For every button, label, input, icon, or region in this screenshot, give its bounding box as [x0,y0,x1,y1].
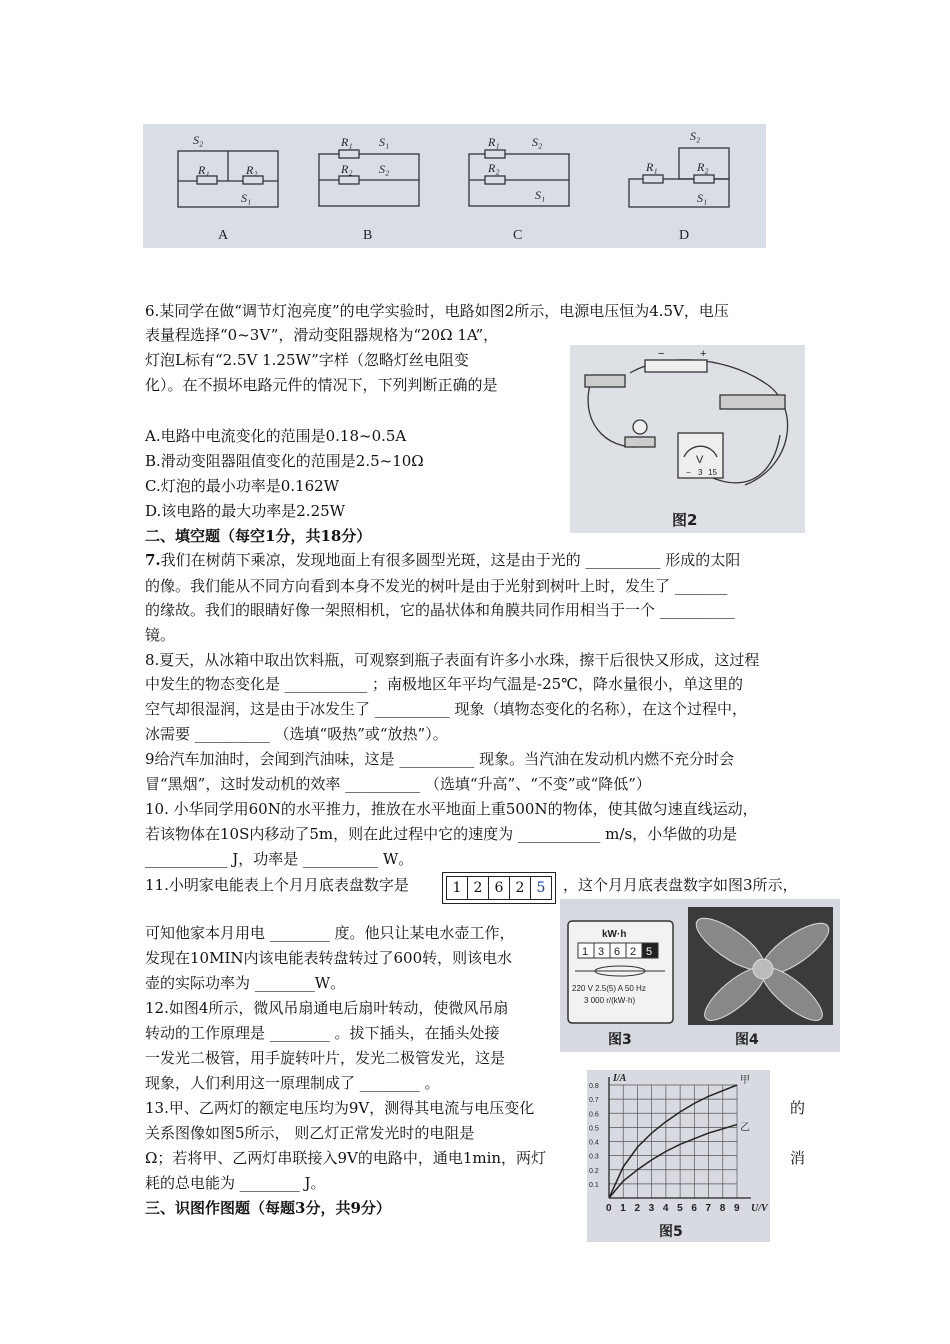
q6-option-a: A.电路中电流变化的范围是0.18~0.5A [145,427,407,445]
x-tick-label: 6 [691,1203,697,1214]
q6-line3: 灯泡L标有“2.5V 1.25W”字样（忽略灯丝电阻变 [145,351,469,369]
q13-line1-right: 的 [790,1099,806,1117]
q13-line3: Ω；若将甲、乙两灯串联接入9V的电路中，通电1min，两灯 [145,1149,547,1167]
q7-line3: 的缘故。我们的眼睛好像一架照相机，它的晶状体和角膜共同作用相当于一个 __________ [145,601,735,619]
label-s1-c: S₁ [535,188,546,202]
x-tick-label: 4 [662,1203,669,1214]
section3-heading: 三、识图作图题（每题3分，共9分） [145,1199,391,1217]
meter-digit: 2 [468,877,489,899]
label-s2-c: S₂ [532,135,543,149]
fig3-digit: 6 [614,946,621,958]
y-tick-label: 0.7 [589,1097,599,1105]
q6-option-d: D.该电路的最大功率是2.25W [145,502,346,520]
meter-digit: 5 [536,880,546,896]
x-axis-label: U/V [751,1203,768,1214]
fig5-caption: 图5 [659,1224,683,1240]
fig3-unit: kW·h [602,929,627,940]
y-tick-label: 0.3 [589,1153,599,1161]
section2-heading: 二、填空题（每空1分，共18分） [145,527,372,545]
q12-line3: 一发光二极管，用手旋转叶片，发光二极管发光，这是 [145,1049,506,1067]
y-tick-label: 0.2 [589,1167,599,1175]
option-c-label: C [513,228,523,243]
label-r2-d: R₂ [697,160,709,174]
label-r1-a: R₁ [198,163,210,177]
y-axis-label: I/A [613,1073,627,1084]
fig2-caption: 图2 [672,511,698,529]
q7-line4: 镜。 [145,626,176,644]
x-tick-label: 2 [634,1203,641,1214]
meter-digit: 1 [447,877,468,899]
fig2-terminal-15: 15 [708,468,717,477]
q11-line4: 壶的实际功率为 ________W。 [145,974,346,992]
label-s2-b: S₂ [379,162,390,176]
chart-svg [587,1070,770,1242]
option-d-label: D [679,228,690,243]
circuit-options-figure [143,124,766,248]
label-r1-c: R₁ [488,135,500,149]
q11-meter-reading-box [442,872,556,904]
x-tick-label: 0 [606,1203,612,1214]
q8-line2: 中发生的物态变化是 ___________ ；南极地区年平均气温是-25℃，降水量很小，单这里的 [145,675,743,693]
q13-line1: 13.甲、乙两灯的额定电压均为9V，测得其电流与电压变化 [145,1099,535,1117]
q7-line1-text: 我们在树荫下乘凉，发现地面上有很多圆型光斑，这是由于光的 __________ 形成的太阳 [160,551,741,569]
label-s1-b: S₁ [379,135,390,149]
fig2-voltmeter-v: V [696,454,704,466]
y-tick-label: 0.1 [589,1181,599,1189]
q6-line4: 化）。在不损坏电路元件的情况下，下列判断正确的是 [145,376,498,394]
meter-digit: 2 [510,877,531,899]
figure-3-4 [560,899,840,1052]
q6-option-b: B.滑动变阻器阻值变化的范围是2.5~10Ω [145,452,424,470]
q10-line2: 若该物体在10S内移动了5m，则在此过程中它的速度为 ___________ m/s，小华做的功是 [145,825,738,843]
q12-line4: 现象，人们利用这一原理制成了 ________ 。 [145,1074,440,1092]
label-r2-c: R₂ [488,161,500,175]
q10-line3: ___________ J，功率是 __________ W。 [145,850,414,868]
fig3-digit: 5 [646,946,653,958]
label-s1-d: S₁ [697,191,708,205]
y-tick-label: 0.5 [589,1125,599,1133]
fig3-digit: 1 [582,946,589,958]
y-tick-label: 0.6 [589,1111,599,1119]
figure-5-chart [587,1070,770,1242]
q9-line1: 9给汽车加油时，会闻到汽油味，这是 __________ 现象。当汽油在发动机内燃不充分时会 [145,750,735,768]
fig3-digit: 2 [630,946,637,958]
y-tick-label: 0.4 [589,1139,599,1147]
option-b-label: B [363,228,373,243]
meter-digit: 6 [489,877,510,899]
fig3-caption: 图3 [608,1032,632,1048]
x-tick-label: 3 [648,1203,655,1214]
fig2-plus: + [700,348,707,360]
fig3-rev: 3 000 r/(kW·h) [584,996,636,1005]
q9-line2: 冒“黑烟”，这时发动机的效率 __________ （选填“升高”、“不变”或“降低”） [145,775,651,793]
label-r2-b: R₂ [341,162,353,176]
x-tick-label: 8 [719,1203,726,1214]
option-a-label: A [218,228,229,243]
label-s1-a: S₁ [241,191,252,205]
q13-line3-right: 消 [790,1149,806,1167]
fig2-minus: − [658,348,665,360]
fig3-spec: 220 V 2.5(5) A 50 Hz [572,984,646,993]
q6-line1: 6.某同学在做“调节灯泡亮度”的电学实验时，电路如图2所示，电源电压恒为4.5V，电压 [145,302,729,320]
series-label-yi: 乙 [740,1122,750,1134]
q11-line1b: ，这个月月底表盘数字如图3所示， [563,876,798,894]
q12-line1: 12.如图4所示，微风吊扇通电后扇叶转动，使微风吊扇 [145,999,509,1017]
fig4-caption: 图4 [735,1032,759,1048]
fig3-digit: 3 [598,946,605,958]
q11-line1a: 11.小明家电能表上个月月底表盘数字是 [145,876,409,894]
q8-line4: 冰需要 __________ （选填“吸热”或“放热”）。 [145,725,448,743]
label-r2-a: R₂ [246,163,258,177]
q8-line1: 8.夏天，从冰箱中取出饮料瓶，可观察到瓶子表面有许多小水珠，擦干后很快又形成，这过程 [145,651,760,669]
series-label-jia: 甲 [740,1075,750,1086]
fig2-terminal-3: 3 [698,468,703,477]
q11-line2: 可知他家本月用电 ________ 度。他只让某电水壶工作， [145,924,515,942]
figure-2-circuit-photo [570,345,805,533]
q7-line1 [145,548,740,572]
q6-line2: 表量程选择“0~3V”，滑动变阻器规格为“20Ω 1A”， [145,326,499,344]
y-tick-label: 0.8 [589,1083,599,1090]
q6-option-c: C.灯泡的最小功率是0.162W [145,477,340,495]
label-r1-d: R₁ [646,160,658,174]
q13-line2: 关系图像如图5所示， 则乙灯正常发光时的电阻是 [145,1124,475,1142]
q11-line3: 发现在10MIN内该电能表转盘转过了600转，则该电水 [145,949,513,967]
q12-line2: 转动的工作原理是 ________ 。拔下插头，在插头处接 [145,1024,500,1042]
label-s2-a: S₂ [193,133,204,147]
q7-number: 7. [145,551,161,569]
label-s2-d: S₂ [690,129,701,143]
q10-line1: 10. 小华同学用60N的水平推力，推放在水平地面上重500N的物体，使其做匀速直线运动， [145,800,758,818]
q7-line2: 的像。我们能从不同方向看到本身不发光的树叶是由于光射到树叶上时，发生了 _______ [145,577,728,595]
fig2-terminal-minus: − [686,468,691,477]
label-r1-b: R₁ [341,135,353,149]
x-tick-label: 1 [620,1203,626,1214]
q13-line4: 耗的总电能为 ________ J。 [145,1174,326,1192]
x-tick-label: 5 [677,1203,683,1214]
x-tick-label: 7 [705,1203,712,1214]
q8-line3: 空气却很湿润，这是由于冰发生了 __________ 现象（填物态变化的名称），在这个过程中， [145,700,748,718]
x-tick-label: 9 [734,1203,740,1214]
